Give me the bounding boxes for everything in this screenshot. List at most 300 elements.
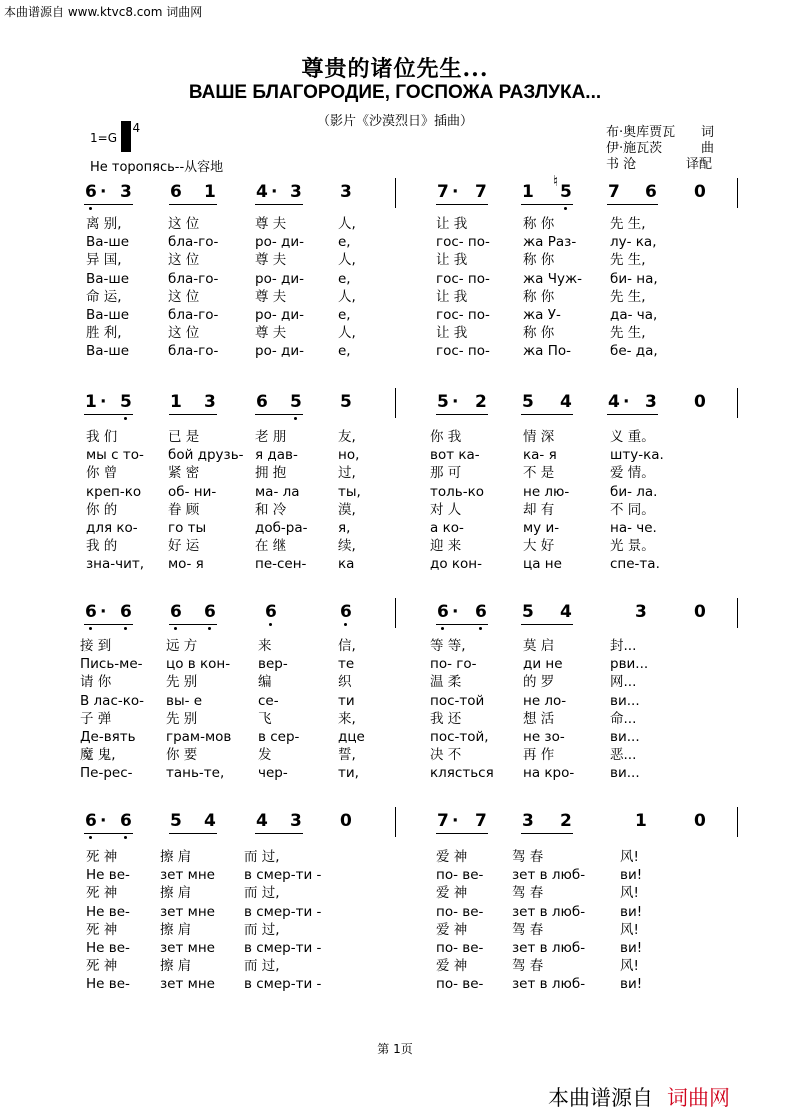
note: 6 xyxy=(120,602,132,630)
lyric-syllable: пос-той, xyxy=(430,729,489,745)
note: 5 xyxy=(522,392,534,412)
lyric-syllable: Ва-ше xyxy=(86,234,130,251)
lyric-syllable: бла-го- xyxy=(168,270,219,287)
note: 5 xyxy=(522,602,534,622)
lyric-syllable: 胜 利, xyxy=(86,325,122,342)
lyric-syllable: 先 别 xyxy=(166,674,198,691)
beam xyxy=(255,414,303,415)
note: 1 xyxy=(522,182,534,202)
lyric-syllable: е, xyxy=(338,343,351,360)
note: 6 xyxy=(645,182,657,202)
lyric-syllable: шту-ка. xyxy=(610,447,664,464)
credit-translator: 书 沧 译配 xyxy=(606,157,713,172)
lyric-syllable: 的 罗 xyxy=(523,674,555,691)
lyric-syllable: 人, xyxy=(338,252,356,269)
note: 7 xyxy=(475,182,487,202)
lyric-syllable: ти xyxy=(338,692,355,709)
note: 4 xyxy=(608,392,620,412)
lyric-syllable: 飞 xyxy=(258,710,272,727)
lyric-syllable: Не ве- xyxy=(86,903,130,920)
lyric-syllable: 你 的 xyxy=(86,501,118,518)
bar-line xyxy=(737,807,738,837)
page-number: 第 1页 xyxy=(377,1042,413,1056)
note: 5 xyxy=(560,182,572,210)
lyric-syllable: 驾 春 xyxy=(512,921,544,938)
beam xyxy=(521,414,573,415)
lyric-syllable: 对 人 xyxy=(430,501,462,518)
lyric-syllable: об- ни- xyxy=(168,483,217,500)
lyric-syllable: 魔 鬼, xyxy=(80,747,116,764)
note: 6 xyxy=(437,602,449,630)
lyric-syllable: Не ве- xyxy=(86,940,130,956)
note: 3 xyxy=(635,602,647,622)
lyric-syllable: 织 xyxy=(338,674,352,691)
lyric-syllable: ти, xyxy=(338,765,359,782)
lyric-syllable: 驾 春 xyxy=(512,849,544,865)
lyric-syllable: для ко- xyxy=(86,520,138,536)
note: 3 xyxy=(522,811,534,831)
note: 2 xyxy=(560,811,572,831)
lyric-syllable: 这 位 xyxy=(168,216,200,232)
lyric-syllable: 死 神 xyxy=(86,849,118,865)
lyric-syllable: Ва-ше xyxy=(86,270,130,287)
lyric-syllable: е, xyxy=(338,234,351,251)
lyric-syllable: 已 是 xyxy=(168,429,200,445)
lyric-syllable: 尊 夫 xyxy=(255,216,287,232)
beam xyxy=(436,414,488,415)
lyric-syllable: грам-мов xyxy=(166,729,232,745)
lyric-syllable: те xyxy=(338,656,355,673)
lyric-syllable: 迎 来 xyxy=(430,538,462,555)
augmentation-dot: · xyxy=(452,182,459,202)
lyric-syllable: 子 弹 xyxy=(80,710,112,727)
lyric-syllable: би- на, xyxy=(610,270,658,287)
lyric-syllable: 擦 肩 xyxy=(160,885,192,902)
lyric-syllable: в сер- xyxy=(258,729,300,745)
lyric-syllable: 决 不 xyxy=(430,747,462,764)
lyric-syllable: го ты xyxy=(168,520,207,536)
lyric-syllable: 想 活 xyxy=(523,710,555,727)
credit-lyricist: 布·奥库贾瓦 词 xyxy=(606,125,715,140)
lyric-syllable: ты, xyxy=(338,483,361,500)
lyric-syllable: пос-той xyxy=(430,692,485,709)
lyric-syllable: ро- ди- xyxy=(255,307,304,323)
note: 3 xyxy=(290,811,302,831)
lyric-syllable: 先 生, xyxy=(610,288,646,305)
subtitle: （影片《沙漠烈日》插曲） xyxy=(316,114,473,129)
lyric-syllable: 爱 神 xyxy=(436,921,468,938)
lyric-syllable: 驾 春 xyxy=(512,958,544,975)
beam xyxy=(255,833,303,834)
lyric-syllable: зет в люб- xyxy=(512,940,586,956)
lyric-syllable: 风! xyxy=(620,921,639,938)
lyric-syllable: 老 朋 xyxy=(255,429,287,445)
lyric-syllable: 这 位 xyxy=(168,288,200,305)
note: 3 xyxy=(204,392,216,412)
beam xyxy=(607,414,658,415)
lyric-syllable: да- ча, xyxy=(610,307,658,323)
lyric-syllable: 那 可 xyxy=(430,465,462,482)
lyric-syllable: 这 位 xyxy=(168,325,200,342)
lyric-syllable: 封... xyxy=(610,638,637,654)
note: 1 xyxy=(635,811,647,831)
lyric-syllable: 续, xyxy=(338,538,356,555)
bar-line xyxy=(395,807,396,837)
lyric-syllable: е, xyxy=(338,307,351,323)
lyric-syllable: 先 别 xyxy=(166,710,198,727)
note: 5 xyxy=(437,392,449,412)
note: 6 xyxy=(170,602,182,630)
lyric-syllable: жа Раз- xyxy=(523,234,577,251)
lyric-syllable: 离 别, xyxy=(86,216,122,232)
lyric-syllable: 而 过, xyxy=(244,958,280,975)
lyric-syllable: 人, xyxy=(338,288,356,305)
lyric-syllable: 擦 肩 xyxy=(160,921,192,938)
lyric-syllable: 先 生, xyxy=(610,325,646,342)
note: 7 xyxy=(437,182,449,202)
lyric-syllable: зет в люб- xyxy=(512,867,586,884)
lyric-syllable: 称 你 xyxy=(523,216,555,232)
lyric-syllable: ви! xyxy=(620,976,643,993)
note: 6 xyxy=(85,182,97,210)
note: 4 xyxy=(256,182,268,202)
lyric-syllable: 我 的 xyxy=(86,538,118,555)
note: 6 xyxy=(265,602,277,626)
beam xyxy=(84,414,133,415)
lyric-syllable: 而 过, xyxy=(244,921,280,938)
lyric-syllable: 死 神 xyxy=(86,958,118,975)
lyric-syllable: В лас-ко- xyxy=(80,692,145,709)
note: 3 xyxy=(290,182,302,202)
lyric-syllable: ка- я xyxy=(523,447,557,464)
lyric-syllable: е, xyxy=(338,270,351,287)
lyric-syllable: 远 方 xyxy=(166,638,198,654)
note: 6 xyxy=(340,602,352,626)
augmentation-dot: · xyxy=(100,602,107,622)
note: 0 xyxy=(694,182,706,202)
note: 6 xyxy=(85,602,97,630)
beam xyxy=(84,204,133,205)
augmentation-dot: · xyxy=(623,392,630,412)
lyric-syllable: 让 我 xyxy=(436,325,468,342)
lyric-syllable: дце xyxy=(338,729,365,745)
lyric-syllable: а ко- xyxy=(430,520,464,536)
lyric-syllable: му и- xyxy=(523,520,560,536)
lyric-syllable: 爱 情。 xyxy=(610,465,655,482)
lyric-syllable: 爱 神 xyxy=(436,885,468,902)
lyric-syllable: доб-ра- xyxy=(255,520,308,536)
lyric-syllable: на- че. xyxy=(610,520,657,536)
lyric-syllable: бла-го- xyxy=(168,307,219,323)
lyric-syllable: ви... xyxy=(610,765,640,782)
note: 7 xyxy=(437,811,449,831)
note: 0 xyxy=(694,602,706,622)
lyric-syllable: 温 柔 xyxy=(430,674,462,691)
lyric-syllable: жа Чуж- xyxy=(523,270,583,287)
beam xyxy=(169,833,217,834)
lyric-syllable: ро- ди- xyxy=(255,343,304,360)
footer-brand-site: 词曲网 xyxy=(667,1086,730,1110)
note: 4 xyxy=(560,602,572,622)
note: 0 xyxy=(340,811,352,831)
lyric-syllable: 拥 抱 xyxy=(255,465,287,482)
note: 5 xyxy=(170,811,182,831)
augmentation-dot: · xyxy=(271,182,278,202)
beam xyxy=(521,624,573,625)
lyric-syllable: по- ве- xyxy=(436,903,484,920)
lyric-syllable: лу- ка, xyxy=(610,234,657,251)
lyric-syllable: 编 xyxy=(258,674,272,691)
lyric-syllable: 好 运 xyxy=(168,538,200,555)
lyric-syllable: ро- ди- xyxy=(255,270,304,287)
lyric-syllable: 莫 启 xyxy=(523,638,555,654)
lyric-syllable: 我 们 xyxy=(86,429,118,445)
lyric-syllable: Не ве- xyxy=(86,976,130,993)
lyric-syllable: зет мне xyxy=(160,903,215,920)
lyric-syllable: вот ка- xyxy=(430,447,480,464)
augmentation-dot: · xyxy=(100,392,107,412)
lyric-syllable: не лю- xyxy=(523,483,570,500)
lyric-syllable: 再 作 xyxy=(523,747,555,764)
augmentation-dot: · xyxy=(452,811,459,831)
lyric-syllable: мы с то- xyxy=(86,447,144,464)
lyric-syllable: 这 位 xyxy=(168,252,200,269)
lyric-syllable: в смер-ти - xyxy=(244,903,322,920)
footer-brand xyxy=(548,1082,730,1112)
beam xyxy=(436,204,488,205)
lyric-syllable: ка xyxy=(338,556,355,573)
lyric-syllable: зет в люб- xyxy=(512,903,586,920)
augmentation-dot: · xyxy=(100,182,107,202)
lyric-syllable: 擦 肩 xyxy=(160,849,192,865)
note: 5 xyxy=(290,392,302,420)
lyric-syllable: по- ве- xyxy=(436,867,484,884)
lyric-syllable: я, xyxy=(338,520,351,536)
lyric-syllable: зет в люб- xyxy=(512,976,586,993)
lyric-syllable: клясться xyxy=(430,765,494,782)
lyric-syllable: 风! xyxy=(620,885,639,902)
lyric-syllable: 风! xyxy=(620,849,639,865)
lyric-syllable: 称 你 xyxy=(523,325,555,342)
lyric-syllable: 却 有 xyxy=(523,501,555,518)
footer-brand-text: 本曲谱源自 xyxy=(548,1086,653,1110)
lyric-syllable: 不 是 xyxy=(523,465,555,482)
beam xyxy=(521,833,573,834)
lyric-syllable: 网... xyxy=(610,674,637,691)
lyric-syllable: по- ве- xyxy=(436,976,484,993)
note: 6 xyxy=(120,811,132,839)
lyric-syllable: се- xyxy=(258,692,279,709)
note: 5 xyxy=(120,392,132,420)
note: 1 xyxy=(85,392,97,412)
note: 1 xyxy=(170,392,182,412)
lyric-syllable: жа У- xyxy=(523,307,561,323)
beam xyxy=(169,414,217,415)
bar-line xyxy=(395,598,396,628)
lyric-syllable: зна-чит, xyxy=(86,556,145,573)
lyric-syllable: 眷 顾 xyxy=(168,501,200,518)
title-russian: ВАШЕ БЛАГОРОДИЕ, ГОСПОЖА РАЗЛУКА... xyxy=(188,82,602,103)
lyric-syllable: спе-та. xyxy=(610,556,660,573)
lyric-syllable: би- ла. xyxy=(610,483,658,500)
lyric-syllable: 情 深 xyxy=(523,429,555,445)
lyric-syllable: толь-ко xyxy=(430,483,484,500)
lyric-syllable: 来, xyxy=(338,710,356,727)
credit-composer: 伊·施瓦茨 曲 xyxy=(606,141,715,156)
lyric-syllable: 称 你 xyxy=(523,252,555,269)
lyric-syllable: 死 神 xyxy=(86,921,118,938)
note: 4 xyxy=(256,811,268,831)
augmentation-dot: · xyxy=(100,811,107,831)
lyric-syllable: 爱 神 xyxy=(436,849,468,865)
lyric-syllable: чер- xyxy=(258,765,288,782)
lyric-syllable: гос- по- xyxy=(436,270,490,287)
lyric-syllable: 你 曾 xyxy=(86,465,118,482)
augmentation-dot: · xyxy=(452,602,459,622)
lyric-syllable: 先 生, xyxy=(610,216,646,232)
lyric-syllable: 死 神 xyxy=(86,885,118,902)
title-chinese: 尊贵的诸位先生... xyxy=(301,56,489,82)
beam xyxy=(84,833,133,834)
lyric-syllable: зет мне xyxy=(160,940,215,956)
lyric-syllable: 义 重。 xyxy=(610,429,655,445)
lyric-syllable: бла-го- xyxy=(168,234,219,251)
lyric-syllable: ма- ла xyxy=(255,483,300,500)
lyric-syllable: креп-ко xyxy=(86,483,142,500)
note: 6 xyxy=(204,602,216,630)
lyric-syllable: зет мне xyxy=(160,867,215,884)
time-signature xyxy=(121,121,140,136)
lyric-syllable: тань-те, xyxy=(166,765,225,782)
beam xyxy=(607,204,658,205)
note: 0 xyxy=(694,811,706,831)
lyric-syllable: 异 国, xyxy=(86,252,122,269)
lyric-syllable: 尊 夫 xyxy=(255,252,287,269)
note: 4 xyxy=(560,392,572,412)
lyric-syllable: не зо- xyxy=(523,729,565,745)
lyric-syllable: гос- по- xyxy=(436,307,490,323)
bar-line xyxy=(737,388,738,418)
lyric-syllable: не ло- xyxy=(523,692,567,709)
lyric-syllable: бла-го- xyxy=(168,343,219,360)
note: 5 xyxy=(340,392,352,412)
lyric-syllable: Ва-ше xyxy=(86,307,130,323)
lyric-syllable: 而 过, xyxy=(244,885,280,902)
lyric-syllable: 你 要 xyxy=(166,747,198,764)
lyric-syllable: 等 等, xyxy=(430,638,466,654)
lyric-syllable: ро- ди- xyxy=(255,234,304,251)
lyric-syllable: 爱 神 xyxy=(436,958,468,975)
lyric-syllable: 信, xyxy=(338,638,356,654)
note: 6 xyxy=(256,392,268,412)
lyric-syllable: 命... xyxy=(610,710,637,727)
lyric-syllable: 称 你 xyxy=(523,288,555,305)
lyric-syllable: 来 xyxy=(258,638,272,654)
lyric-syllable: ви! xyxy=(620,903,643,920)
lyric-syllable: 而 过, xyxy=(244,849,280,865)
lyric-syllable: 尊 夫 xyxy=(255,288,287,305)
lyric-syllable: по- го- xyxy=(430,656,477,673)
lyric-syllable: 漠, xyxy=(338,501,356,518)
lyric-syllable: 人, xyxy=(338,216,356,232)
note: 4 xyxy=(204,811,216,831)
lyric-syllable: 发 xyxy=(258,747,272,764)
lyric-syllable: но, xyxy=(338,447,360,464)
lyric-syllable: вер- xyxy=(258,656,288,673)
lyric-syllable: 过, xyxy=(338,465,356,482)
lyric-syllable: Де-вять xyxy=(80,729,136,745)
lyric-syllable: ви! xyxy=(620,867,643,884)
lyric-syllable: вы- е xyxy=(166,692,203,709)
bar-line xyxy=(395,178,396,208)
lyric-syllable: 我 还 xyxy=(430,710,462,727)
lyric-syllable: рви... xyxy=(610,656,649,673)
note: 3 xyxy=(645,392,657,412)
beam xyxy=(521,204,573,205)
bar-line xyxy=(395,388,396,418)
beam xyxy=(436,833,488,834)
lyric-syllable: 在 继 xyxy=(255,538,287,555)
lyric-syllable: 光 景。 xyxy=(610,538,655,555)
lyric-syllable: в смер-ти - xyxy=(244,940,322,956)
lyric-syllable: бой друзь- xyxy=(168,447,244,464)
bar-line xyxy=(737,598,738,628)
lyric-syllable: пе-сен- xyxy=(255,556,307,573)
lyric-syllable: на кро- xyxy=(523,765,575,782)
lyric-syllable: ви! xyxy=(620,940,643,956)
lyric-syllable: гос- по- xyxy=(436,234,490,251)
note: 6 xyxy=(170,182,182,202)
lyric-syllable: по- ве- xyxy=(436,940,484,956)
lyric-syllable: бе- да, xyxy=(610,343,658,360)
lyric-syllable: я дав- xyxy=(255,447,298,464)
lyric-syllable: мо- я xyxy=(168,556,204,573)
beam xyxy=(169,624,217,625)
lyric-syllable: 让 我 xyxy=(436,216,468,232)
natural-sign: ♮ xyxy=(553,172,559,190)
note: 0 xyxy=(694,392,706,412)
bar-line xyxy=(737,178,738,208)
lyric-syllable: 先 生, xyxy=(610,252,646,269)
lyric-syllable: 大 好 xyxy=(523,538,555,555)
note: 1 xyxy=(204,182,216,202)
lyric-syllable: 风! xyxy=(620,958,639,975)
lyric-syllable: ди не xyxy=(523,656,563,673)
tempo-marking: Не торопясь--从容地 xyxy=(90,160,224,175)
lyric-syllable: 驾 春 xyxy=(512,885,544,902)
lyric-syllable: Не ве- xyxy=(86,867,130,884)
note: 2 xyxy=(475,392,487,412)
note: 7 xyxy=(475,811,487,831)
beam xyxy=(84,624,133,625)
lyric-syllable: 擦 肩 xyxy=(160,958,192,975)
lyric-syllable: в смер-ти - xyxy=(244,976,322,993)
lyric-syllable: зет мне xyxy=(160,976,215,993)
augmentation-dot: · xyxy=(452,392,459,412)
lyric-syllable: цо в кон- xyxy=(166,656,231,673)
lyric-syllable: 让 我 xyxy=(436,252,468,269)
note: 3 xyxy=(340,182,352,202)
beam xyxy=(436,624,488,625)
lyric-syllable: 你 我 xyxy=(430,429,462,445)
lyric-syllable: жа По- xyxy=(523,343,572,360)
lyric-syllable: в смер-ти - xyxy=(244,867,322,884)
lyric-syllable: до кон- xyxy=(430,556,482,573)
beam xyxy=(169,204,217,205)
note: 7 xyxy=(608,182,620,202)
lyric-syllable: ви... xyxy=(610,729,640,745)
lyric-syllable: ца не xyxy=(523,556,562,573)
